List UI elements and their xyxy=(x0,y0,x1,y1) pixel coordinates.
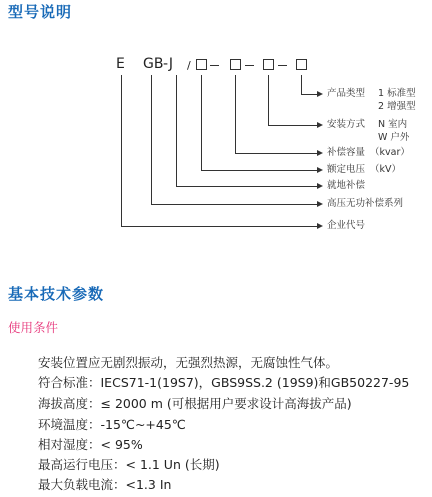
legend-value-standard: 1 标准型 xyxy=(378,88,416,99)
spec-line: 安装位置应无剧烈振动，无强烈热源，无腐蚀性气体。 xyxy=(38,355,339,370)
arrow-icon xyxy=(317,150,323,156)
legend-value-indoor: N 室内 xyxy=(378,119,408,130)
connector-line xyxy=(268,125,317,126)
code-box-voltage xyxy=(196,59,207,70)
spec-line: 海拔高度：≤ 2000 m (可根据用户要求设计高海拔产品) xyxy=(38,396,352,411)
arrow-icon xyxy=(317,122,323,128)
spec-line: 符合标准：IECS71-1(19S7)，GBS9SS.2 (19S9)和GB50227-95 xyxy=(38,375,410,390)
legend-label-local-comp: 就地补偿 xyxy=(327,180,366,191)
tech-section-title: 基本技术参数 xyxy=(8,285,105,303)
connector-line xyxy=(151,204,317,205)
legend-label-install: 安装方式 xyxy=(327,119,366,130)
code-j: -J xyxy=(163,56,173,72)
spec-line: 相对湿度：< 95% xyxy=(38,437,143,452)
legend-value-kvar: （kvar） xyxy=(370,147,410,158)
spec-line: 环境温度：-15℃~+45℃ xyxy=(38,417,186,432)
code-e: E xyxy=(116,56,125,72)
arrow-icon xyxy=(317,91,323,97)
connector-line xyxy=(151,75,152,204)
connector-line xyxy=(235,153,317,154)
arrow-icon xyxy=(317,223,323,229)
code-gb: GB xyxy=(143,56,164,72)
connector-line xyxy=(176,75,177,186)
legend-value-enhanced: 2 增强型 xyxy=(378,101,416,112)
legend-label-series: 高压无功补偿系列 xyxy=(327,198,404,209)
code-dash xyxy=(245,65,254,66)
connector-line xyxy=(201,170,317,171)
arrow-icon xyxy=(317,183,323,189)
connector-line xyxy=(201,75,202,170)
code-box-type xyxy=(296,59,307,70)
arrow-icon xyxy=(317,201,323,207)
connector-line xyxy=(301,94,317,95)
spec-line: 最大负载电流：<1.3 In xyxy=(38,477,172,492)
legend-label-voltage: 额定电压 xyxy=(327,164,366,175)
connector-line xyxy=(235,75,236,153)
connector-line xyxy=(301,75,302,94)
connector-line xyxy=(176,186,317,187)
spec-line: 最高运行电压：< 1.1 Un (长期) xyxy=(38,457,220,472)
connector-line xyxy=(121,75,122,226)
code-box-capacity xyxy=(230,59,241,70)
code-slash: / xyxy=(187,59,191,72)
usage-conditions-subtitle: 使用条件 xyxy=(8,320,59,335)
legend-label-company: 企业代号 xyxy=(327,220,366,231)
legend-label-capacity: 补偿容量 xyxy=(327,147,366,158)
legend-value-outdoor: W 户外 xyxy=(378,132,410,143)
connector-line xyxy=(268,75,269,125)
code-box-install xyxy=(263,59,274,70)
code-dash xyxy=(210,65,219,66)
model-section-title: 型号说明 xyxy=(8,3,73,21)
arrow-icon xyxy=(317,167,323,173)
connector-line xyxy=(121,226,317,227)
legend-label-product-type: 产品类型 xyxy=(327,88,366,99)
code-dash xyxy=(278,65,287,66)
legend-value-kv: （kV） xyxy=(370,164,402,175)
